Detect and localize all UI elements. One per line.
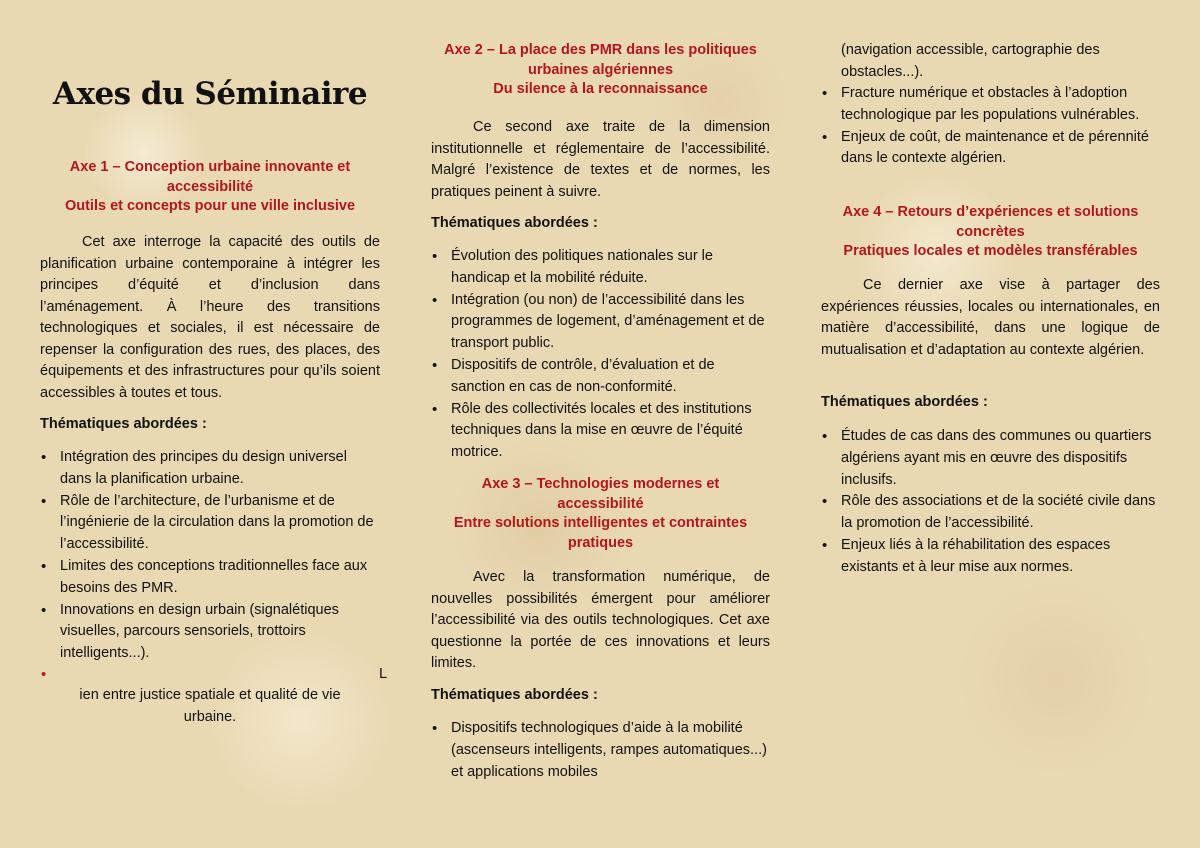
page-title: Axes du Séminaire — [52, 76, 368, 112]
list-item: • Études de cas dans des communes ou quartiers algériens ayant mis en œuvre des dispositifs inclusifs. — [821, 426, 1160, 491]
axe-2-subheading: Du silence à la reconnaissance — [493, 81, 708, 97]
axe-4-heading-line: Axe 4 – Retours d’expériences et solutions — [842, 204, 1139, 220]
axe-1-heading — [40, 158, 380, 217]
list-item: • Innovations en design urbain (signalétiques visuelles, parcours sensoriels, trottoirs intelligents...). — [40, 600, 380, 665]
list-item: • Intégration (ou non) de l’accessibilité dans les programmes de logement, d’aménagement et de transport public. — [431, 290, 770, 355]
axe-1-heading-line: Axe 1 – Conception urbaine innovante et — [69, 159, 351, 175]
axe-2-subtitle: Thématiques abordées : — [431, 215, 598, 231]
bullet-red-icon: • — [41, 666, 47, 683]
list-item: • Enjeux liés à la réhabilitation des espaces existants et à leur mise aux normes. — [821, 535, 1160, 579]
axe-4-subheading: Pratiques locales et modèles transférables — [843, 243, 1138, 259]
column-2 — [431, 0, 770, 848]
axe-2-list — [431, 246, 770, 464]
list-item: • Rôle des collectivités locales et des institutions techniques dans la mise en œuvre de l’équité motrice. — [431, 399, 770, 464]
axe-2-heading-line: urbaines algériennes — [527, 61, 674, 78]
axe-4-list — [821, 426, 1160, 579]
axe-3-intro: Avec la transformation numérique, de nouvelles possibilités émergent pour améliorer l’accessibilité via des outils technologiques. Cet axe questionne la portée de ces innovations et leurs limites. — [431, 569, 770, 671]
axe-3-list-continued: (navigation accessible, cartographie des obstacles...). — [841, 42, 1100, 80]
list-item: • Enjeux de coût, de maintenance et de pérennité dans le contexte algérien. — [821, 127, 1160, 171]
list-item: • Dispositifs de contrôle, d’évaluation et de sanction en cas de non-conformité. — [431, 355, 770, 399]
axe-3-list-cont — [821, 83, 1160, 170]
last-item-letter: L — [379, 666, 388, 682]
axe-4-heading-line: concrètes — [956, 223, 1025, 240]
axe-1-subheading: Outils et concepts pour une ville inclusive — [64, 198, 356, 214]
axe-4-intro: Ce dernier axe vise à partager des expériences réussies, locales ou internationales, en matière d’accessibilité, dans une logique de mutualisation et d’adaptation au contexte algérien. — [821, 277, 1160, 358]
axe-1-subtitle: Thématiques abordées : — [40, 416, 207, 432]
list-item: • Rôle des associations et de la société civile dans la promotion de l’accessibilité. — [821, 491, 1160, 535]
axe-1-heading-line: accessibilité — [166, 178, 254, 195]
axe-1-intro: Cet axe interroge la capacité des outils de planification urbaine contemporaine à intégrer les principes d’équité et d’inclusion dans l’aménagement. À l’heure des transitions technologiques et sociales, il est nécessaire de repenser la configuration des rues, des places, des équipements et des infrastructures pour qu’ils soient accessibles à toutes et tous. — [40, 234, 380, 401]
list-item: • Fracture numérique et obstacles à l’adoption technologique par les populations vulnérables. — [821, 83, 1160, 127]
axe-1-last-item-text: ien entre justice spatiale et qualité de vie urbaine. — [79, 687, 341, 725]
list-item: • Dispositifs technologiques d’aide à la mobilité (ascenseurs intelligents, rampes automatiques...) et applications mobiles — [431, 718, 770, 783]
axe-3-subheading: Entre solutions intelligentes et contraintes — [453, 515, 748, 531]
axe-2-intro: Ce second axe traite de la dimension institutionnelle et réglementaire de l’accessibilité. Malgré l’existence de textes et de normes, les pratiques peinent à suivre. — [431, 119, 770, 200]
list-item: • Intégration des principes du design universel dans la planification urbaine. — [40, 447, 380, 491]
axe-3-subheading: pratiques — [567, 534, 634, 551]
axe-1-last-item — [40, 664, 388, 686]
column-1 — [40, 0, 388, 848]
axe-2-heading-line: Axe 2 – La place des PMR dans les politiques — [444, 42, 757, 58]
list-item: • Limites des conceptions traditionnelles face aux besoins des PMR. — [40, 556, 380, 600]
axe-3-heading-line: Axe 3 – Technologies modernes et — [481, 476, 720, 492]
list-item: • Évolution des politiques nationales sur le handicap et la mobilité réduite. — [431, 246, 770, 290]
list-item: • Rôle de l’architecture, de l’urbanisme et de l’ingénierie de la circulation dans la promotion de l’accessibilité. — [40, 491, 380, 556]
axe-1-list — [40, 447, 380, 665]
axe-4-subtitle: Thématiques abordées : — [821, 394, 988, 410]
axe-2-heading — [431, 41, 770, 100]
axe-3-subtitle: Thématiques abordées : — [431, 687, 598, 703]
axe-3-heading-line: accessibilité — [557, 495, 644, 512]
axe-4-heading — [821, 203, 1160, 262]
column-3 — [821, 0, 1160, 848]
axe-3-list — [431, 718, 770, 783]
axe-3-heading — [431, 475, 770, 553]
